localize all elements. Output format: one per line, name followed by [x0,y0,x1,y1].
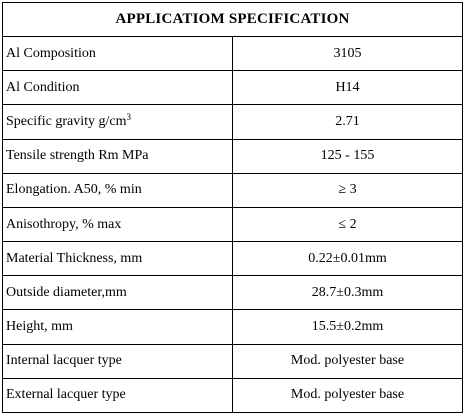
table-row [3,71,463,105]
spec-value: 0.22±0.01mm [233,242,463,276]
table-row [3,173,463,207]
spec-value: 3105 [233,37,463,71]
spec-label: Anisothropy, % max [3,207,233,241]
spec-label-cell [3,105,233,139]
spec-label: Al Composition [3,37,233,71]
table-row [3,105,463,139]
spec-value: ≤ 2 [233,207,463,241]
spec-value: 125 - 155 [233,139,463,173]
table-title-row [3,3,463,37]
spec-value: Mod. polyester base [233,344,463,378]
spec-label: Internal lacquer type [3,344,233,378]
spec-value: 28.7±0.3mm [233,276,463,310]
table-row [3,344,463,378]
table-row [3,310,463,344]
table-row [3,37,463,71]
spec-label: Outside diameter,mm [3,276,233,310]
spec-label: Elongation. A50, % min [3,173,233,207]
specification-table [2,2,463,413]
table-row [3,378,463,412]
table-row [3,139,463,173]
table-row [3,207,463,241]
spec-value: H14 [233,71,463,105]
spec-label: Al Condition [3,71,233,105]
table-title: APPLICATIOM SPECIFICATION [3,3,463,37]
spec-value: 2.71 [233,105,463,139]
spec-label: Height, mm [3,310,233,344]
spec-value: Mod. polyester base [233,378,463,412]
spec-label: External lacquer type [3,378,233,412]
spec-value: ≥ 3 [233,173,463,207]
spec-value: 15.5±0.2mm [233,310,463,344]
spec-label: Material Thickness, mm [3,242,233,276]
table-row [3,276,463,310]
spec-label: Tensile strength Rm MPa [3,139,233,173]
table-row [3,242,463,276]
spec-label: Specific gravity g/cm [6,114,127,130]
unit-superscript: 3 [126,112,132,123]
